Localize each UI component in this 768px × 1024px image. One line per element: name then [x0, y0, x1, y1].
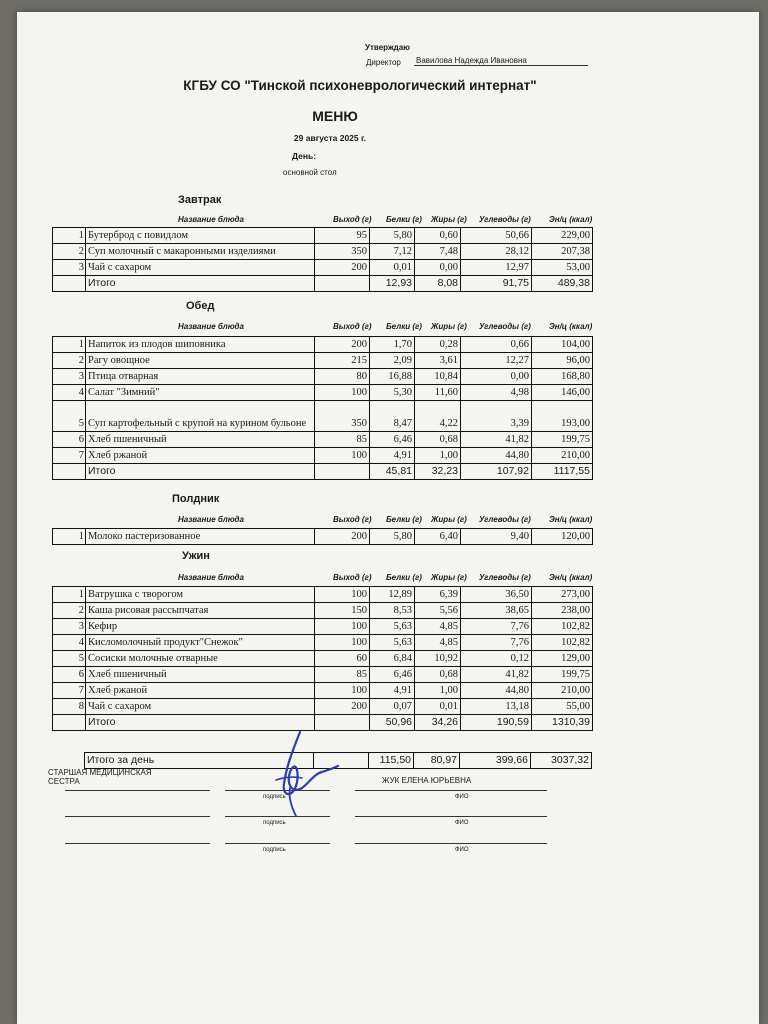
column-header-fat: Жиры (г) — [431, 215, 467, 224]
dish-fat: 0,68 — [415, 432, 461, 448]
dish-fat: 10,92 — [415, 651, 461, 667]
dish-name: Рагу овощное — [86, 353, 315, 369]
meal-table — [52, 227, 593, 292]
dish-energy: 96,00 — [532, 353, 593, 369]
dish-protein: 6,84 — [370, 651, 415, 667]
dish-protein: 2,09 — [370, 353, 415, 369]
day-label: День: — [292, 151, 317, 161]
table-row — [53, 401, 593, 432]
row-number: 3 — [53, 260, 86, 276]
meal-title: Полдник — [172, 493, 220, 505]
row-number: 1 — [53, 228, 86, 244]
dish-name: Напиток из плодов шиповника — [86, 337, 315, 353]
dish-fat: 7,48 — [415, 244, 461, 260]
meal-table — [52, 586, 593, 731]
column-header-name: Название блюда — [178, 322, 244, 331]
dish-energy: 102,82 — [532, 619, 593, 635]
dish-output: 100 — [315, 683, 370, 699]
dish-name: Хлеб ржаной — [86, 683, 315, 699]
total-output-cell — [315, 276, 370, 292]
dish-output: 200 — [315, 260, 370, 276]
column-header-name: Название блюда — [178, 573, 244, 582]
dish-output: 350 — [315, 401, 370, 432]
dish-carbs: 0,00 — [461, 369, 532, 385]
column-header-protein: Белки (г) — [386, 322, 422, 331]
dish-fat: 5,56 — [415, 603, 461, 619]
dish-fat: 4,85 — [415, 635, 461, 651]
dish-name: Бутерброд с повидлом — [86, 228, 315, 244]
dish-carbs: 7,76 — [461, 635, 532, 651]
signature-line — [65, 816, 210, 817]
total-fat: 34,26 — [415, 715, 461, 731]
dish-energy: 129,00 — [532, 651, 593, 667]
total-no-cell — [53, 464, 86, 480]
meal-table — [52, 336, 593, 480]
column-header-carbs: Углеводы (г) — [479, 515, 531, 524]
column-header-carbs: Углеводы (г) — [479, 573, 531, 582]
table-type: основной стол — [283, 168, 337, 177]
table-row — [53, 448, 593, 464]
table-row — [53, 619, 593, 635]
table-row — [53, 369, 593, 385]
table-row — [53, 667, 593, 683]
total-label: Итого — [86, 276, 315, 292]
row-number: 2 — [53, 244, 86, 260]
column-header-carbs: Углеводы (г) — [479, 215, 531, 224]
dish-carbs: 3,39 — [461, 401, 532, 432]
dish-output: 60 — [315, 651, 370, 667]
dish-name: Птица отварная — [86, 369, 315, 385]
total-protein: 12,93 — [370, 276, 415, 292]
table-row — [53, 529, 593, 545]
dish-energy: 229,00 — [532, 228, 593, 244]
row-number: 2 — [53, 353, 86, 369]
dish-name: Хлеб ржаной — [86, 448, 315, 464]
dish-fat: 0,28 — [415, 337, 461, 353]
dish-protein: 7,12 — [370, 244, 415, 260]
dish-energy: 199,75 — [532, 667, 593, 683]
dish-energy: 210,00 — [532, 448, 593, 464]
dish-fat: 4,22 — [415, 401, 461, 432]
dish-carbs: 0,12 — [461, 651, 532, 667]
dish-carbs: 41,82 — [461, 432, 532, 448]
dish-name: Сосиски молочные отварные — [86, 651, 315, 667]
dish-energy: 238,00 — [532, 603, 593, 619]
dish-energy: 120,00 — [532, 529, 593, 545]
dish-output: 85 — [315, 667, 370, 683]
nurse-name: ЖУК ЕЛЕНА ЮРЬЕВНА — [382, 776, 472, 785]
table-row — [53, 337, 593, 353]
dish-energy: 146,00 — [532, 385, 593, 401]
dish-protein: 5,63 — [370, 635, 415, 651]
dish-energy: 207,38 — [532, 244, 593, 260]
column-header-protein: Белки (г) — [386, 515, 422, 524]
dish-protein: 0,01 — [370, 260, 415, 276]
column-header-protein: Белки (г) — [386, 215, 422, 224]
dish-protein: 16,88 — [370, 369, 415, 385]
director-label: Директор — [366, 58, 401, 67]
total-carbs: 190,59 — [461, 715, 532, 731]
dish-protein: 0,07 — [370, 699, 415, 715]
dish-output: 350 — [315, 244, 370, 260]
fio-label: ФИО — [455, 794, 469, 800]
dish-energy: 199,75 — [532, 432, 593, 448]
dish-carbs: 9,40 — [461, 529, 532, 545]
total-row — [53, 464, 593, 480]
dish-output: 85 — [315, 432, 370, 448]
meal-table — [52, 528, 593, 545]
dish-carbs: 44,80 — [461, 683, 532, 699]
table-row — [53, 603, 593, 619]
signature-line — [225, 843, 330, 844]
column-header-fat: Жиры (г) — [431, 322, 467, 331]
table-row — [53, 635, 593, 651]
dish-carbs: 50,66 — [461, 228, 532, 244]
row-number: 4 — [53, 385, 86, 401]
dish-name: Суп картофельный с крупой на курином бульоне — [86, 401, 315, 432]
column-header-energy: Эн/ц (ккал) — [549, 215, 593, 224]
column-header-fat: Жиры (г) — [431, 515, 467, 524]
dish-fat: 0,68 — [415, 667, 461, 683]
dish-energy: 55,00 — [532, 699, 593, 715]
column-header-output: Выход (г) — [333, 215, 372, 224]
total-no-cell — [53, 276, 86, 292]
dish-output: 100 — [315, 448, 370, 464]
column-header-energy: Эн/ц (ккал) — [549, 515, 593, 524]
row-number: 3 — [53, 369, 86, 385]
dish-carbs: 41,82 — [461, 667, 532, 683]
dish-protein: 5,80 — [370, 529, 415, 545]
dish-fat: 0,60 — [415, 228, 461, 244]
row-number: 2 — [53, 603, 86, 619]
dish-output: 100 — [315, 635, 370, 651]
day-total-fat: 80,97 — [414, 753, 460, 769]
table-row — [53, 244, 593, 260]
dish-name: Хлеб пшеничный — [86, 667, 315, 683]
dish-carbs: 36,50 — [461, 587, 532, 603]
dish-protein: 1,70 — [370, 337, 415, 353]
row-number: 5 — [53, 401, 86, 432]
dish-carbs: 7,76 — [461, 619, 532, 635]
column-header-protein: Белки (г) — [386, 573, 422, 582]
dish-fat: 0,01 — [415, 699, 461, 715]
column-header-output: Выход (г) — [333, 322, 372, 331]
dish-name: Каша рисовая рассыпчатая — [86, 603, 315, 619]
organization-title: КГБУ СО "Тинской психоневрологический интернат" — [183, 78, 537, 93]
dish-output: 100 — [315, 587, 370, 603]
dish-name: Кисломолочный продукт"Снежок" — [86, 635, 315, 651]
column-header-name: Название блюда — [178, 215, 244, 224]
dish-name: Хлеб пшеничный — [86, 432, 315, 448]
meal-title: Ужин — [182, 550, 210, 562]
dish-fat: 3,61 — [415, 353, 461, 369]
dish-name: Чай с сахаром — [86, 699, 315, 715]
day-total-protein: 115,50 — [369, 753, 414, 769]
dish-fat: 0,00 — [415, 260, 461, 276]
total-label: Итого — [86, 464, 315, 480]
dish-name: Чай с сахаром — [86, 260, 315, 276]
dish-output: 215 — [315, 353, 370, 369]
fio-label: ФИО — [455, 820, 469, 826]
dish-protein: 8,53 — [370, 603, 415, 619]
total-label: Итого — [86, 715, 315, 731]
dish-energy: 193,00 — [532, 401, 593, 432]
dish-protein: 5,30 — [370, 385, 415, 401]
dish-carbs: 12,27 — [461, 353, 532, 369]
dish-protein: 5,80 — [370, 228, 415, 244]
column-header-name: Название блюда — [178, 515, 244, 524]
dish-name: Суп молочный с макаронными изделиями — [86, 244, 315, 260]
signature-line — [355, 790, 547, 791]
dish-fat: 1,00 — [415, 448, 461, 464]
total-carbs: 91,75 — [461, 276, 532, 292]
dish-carbs: 38,65 — [461, 603, 532, 619]
dish-protein: 6,46 — [370, 432, 415, 448]
total-fat: 8,08 — [415, 276, 461, 292]
dish-energy: 273,00 — [532, 587, 593, 603]
day-total-carbs: 399,66 — [460, 753, 531, 769]
column-header-output: Выход (г) — [333, 573, 372, 582]
row-number: 8 — [53, 699, 86, 715]
total-fat: 32,23 — [415, 464, 461, 480]
table-row — [53, 683, 593, 699]
day-total-energy: 3037,32 — [531, 753, 592, 769]
signature-line — [65, 790, 210, 791]
total-row — [53, 276, 593, 292]
director-name: Вавилова Надежда Ивановна — [414, 56, 588, 66]
handwritten-signature — [262, 728, 342, 820]
table-row — [53, 699, 593, 715]
sign-label: подпись — [263, 820, 286, 826]
column-header-fat: Жиры (г) — [431, 573, 467, 582]
table-row — [53, 651, 593, 667]
column-header-energy: Эн/ц (ккал) — [549, 322, 593, 331]
total-protein: 50,96 — [370, 715, 415, 731]
total-protein: 45,81 — [370, 464, 415, 480]
signature-line — [355, 816, 547, 817]
row-number: 5 — [53, 651, 86, 667]
day-total-no-cell — [52, 753, 85, 769]
dish-output: 100 — [315, 385, 370, 401]
dish-output: 95 — [315, 228, 370, 244]
dish-fat: 11,60 — [415, 385, 461, 401]
dish-fat: 6,39 — [415, 587, 461, 603]
dish-protein: 12,89 — [370, 587, 415, 603]
dish-output: 100 — [315, 619, 370, 635]
column-header-carbs: Углеводы (г) — [479, 322, 531, 331]
nurse-title-text: СТАРШАЯ МЕДИЦИНСКАЯ СЕСТРА — [48, 768, 152, 786]
row-number: 1 — [53, 337, 86, 353]
table-row — [53, 260, 593, 276]
fio-label: ФИО — [455, 847, 469, 853]
nurse-title — [48, 768, 178, 786]
column-header-energy: Эн/ц (ккал) — [549, 573, 593, 582]
total-energy: 1117,55 — [532, 464, 593, 480]
row-number: 4 — [53, 635, 86, 651]
dish-fat: 10,84 — [415, 369, 461, 385]
sign-label: подпись — [263, 847, 286, 853]
dish-name: Кефир — [86, 619, 315, 635]
row-number: 1 — [53, 587, 86, 603]
meal-title: Обед — [186, 300, 215, 312]
total-energy: 1310,39 — [532, 715, 593, 731]
dish-protein: 4,91 — [370, 683, 415, 699]
column-header-output: Выход (г) — [333, 515, 372, 524]
total-output-cell — [315, 464, 370, 480]
table-row — [53, 353, 593, 369]
total-carbs: 107,92 — [461, 464, 532, 480]
row-number: 6 — [53, 432, 86, 448]
dish-carbs: 0,66 — [461, 337, 532, 353]
dish-fat: 4,85 — [415, 619, 461, 635]
dish-output: 200 — [315, 529, 370, 545]
dish-energy: 210,00 — [532, 683, 593, 699]
dish-carbs: 44,80 — [461, 448, 532, 464]
dish-protein: 6,46 — [370, 667, 415, 683]
dish-energy: 102,82 — [532, 635, 593, 651]
dish-energy: 104,00 — [532, 337, 593, 353]
menu-date: 29 августа 2025 г. — [293, 133, 367, 143]
dish-output: 150 — [315, 603, 370, 619]
table-row — [53, 587, 593, 603]
dish-energy: 168,80 — [532, 369, 593, 385]
row-number: 1 — [53, 529, 86, 545]
dish-protein: 5,63 — [370, 619, 415, 635]
day-total-label: Итого за день — [85, 753, 314, 769]
dish-name: Ватрушка с творогом — [86, 587, 315, 603]
page-title: МЕНЮ — [312, 108, 358, 124]
dish-output: 200 — [315, 699, 370, 715]
signature-line — [355, 843, 547, 844]
row-number: 6 — [53, 667, 86, 683]
table-row — [53, 228, 593, 244]
meal-title: Завтрак — [178, 194, 222, 206]
dish-output: 80 — [315, 369, 370, 385]
row-number: 7 — [53, 683, 86, 699]
dish-carbs: 13,18 — [461, 699, 532, 715]
dish-energy: 53,00 — [532, 260, 593, 276]
total-energy: 489,38 — [532, 276, 593, 292]
dish-carbs: 4,98 — [461, 385, 532, 401]
row-number: 7 — [53, 448, 86, 464]
dish-name: Молоко пастеризованное — [86, 529, 315, 545]
dish-protein: 8,47 — [370, 401, 415, 432]
table-row — [53, 432, 593, 448]
sign-label: подпись — [263, 794, 286, 800]
approve-label: Утверждаю — [365, 43, 410, 52]
row-number: 3 — [53, 619, 86, 635]
table-row — [53, 385, 593, 401]
dish-fat: 1,00 — [415, 683, 461, 699]
signature-line — [65, 843, 210, 844]
dish-carbs: 12,97 — [461, 260, 532, 276]
dish-fat: 6,40 — [415, 529, 461, 545]
dish-carbs: 28,12 — [461, 244, 532, 260]
dish-output: 200 — [315, 337, 370, 353]
dish-name: Салат "Зимний" — [86, 385, 315, 401]
dish-protein: 4,91 — [370, 448, 415, 464]
total-no-cell — [53, 715, 86, 731]
